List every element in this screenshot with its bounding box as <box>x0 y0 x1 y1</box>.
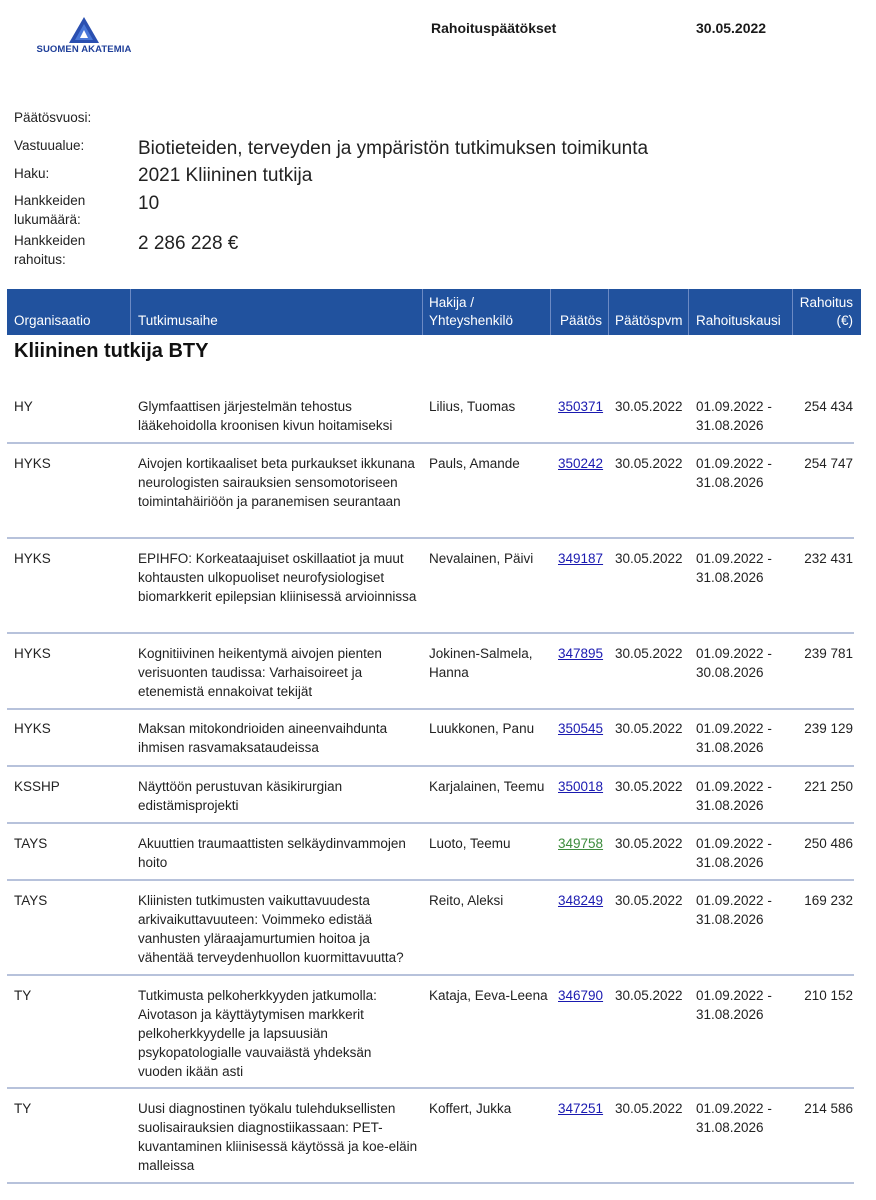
logo-triangle-icon <box>68 16 100 44</box>
cell-topic: Kliinisten tutkimusten vaikuttavuudesta arkivaikuttavuuteen: Voimmeko edistää vanhusten yläraajamurtumien hoitoa ja vähentää terveydenhuollon kuormittavuutta? <box>138 893 404 965</box>
meta-value-call: 2021 Kliininen tutkija <box>138 165 313 186</box>
cell-period: 01.09.2022 - 31.08.2026 <box>696 399 772 433</box>
group-title: Kliininen tutkija BTY <box>14 340 209 362</box>
column-header-organisation: Organisaatio <box>14 313 91 328</box>
cell-funding: 221 250 <box>804 779 853 794</box>
cell-period: 01.09.2022 - 31.08.2026 <box>696 893 772 927</box>
cell-funding: 214 586 <box>804 1101 853 1116</box>
cell-topic: Kognitiivinen heikentymä aivojen pienten verisuonten taudissa: Varhaisoireet ja etenemistä ennakoivat tekijät <box>138 646 382 699</box>
cell-topic: Akuuttien traumaattisten selkäydinvammojen hoito <box>138 836 406 870</box>
decision-link[interactable]: 349187 <box>558 551 604 566</box>
cell-period: 01.09.2022 - 31.08.2026 <box>696 836 772 870</box>
meta-value-project-count: 10 <box>138 193 160 214</box>
cell-decision-date: 30.05.2022 <box>615 551 683 566</box>
meta-value-total-funding: 2 286 228 € <box>138 233 239 254</box>
cell-decision-date: 30.05.2022 <box>615 646 683 661</box>
document-title: Rahoituspäätökset <box>431 20 557 36</box>
cell-organisation: HYKS <box>14 551 51 566</box>
column-divider <box>688 289 689 335</box>
cell-topic: EPIHFO: Korkeataajuiset oskillaatiot ja muut kohtausten ulkopuoliset neurofysiologiset biomarkkerit epilepsian kliinisessä arvioinnissa <box>138 551 417 604</box>
column-divider <box>550 289 551 335</box>
cell-applicant: Luoto, Teemu <box>429 836 511 851</box>
row-divider <box>7 1182 854 1184</box>
cell-applicant: Karjalainen, Teemu <box>429 779 545 794</box>
cell-funding: 250 486 <box>804 836 853 851</box>
cell-applicant: Koffert, Jukka <box>429 1101 512 1116</box>
cell-period: 01.09.2022 - 31.08.2026 <box>696 721 772 755</box>
column-header-decision: Päätös <box>560 313 603 328</box>
cell-organisation: TAYS <box>14 893 48 908</box>
cell-funding: 232 431 <box>804 551 853 566</box>
cell-period: 01.09.2022 - 30.08.2026 <box>696 646 772 680</box>
decision-link[interactable]: 349758 <box>558 836 604 851</box>
cell-organisation: KSSHP <box>14 779 60 794</box>
cell-decision-date: 30.05.2022 <box>615 893 683 908</box>
cell-applicant: Jokinen-Salmela, Hanna <box>429 646 533 680</box>
cell-organisation: HY <box>14 399 33 414</box>
meta-label-year: Päätösvuosi: <box>14 110 92 125</box>
document-date: 30.05.2022 <box>696 20 767 36</box>
cell-applicant: Lilius, Tuomas <box>429 399 516 414</box>
cell-organisation: HYKS <box>14 646 51 661</box>
row-divider <box>7 974 854 976</box>
decision-link[interactable]: 347251 <box>558 1101 604 1116</box>
row-divider <box>7 442 854 444</box>
cell-applicant: Kataja, Eeva-Leena <box>429 988 548 1003</box>
meta-label-project-count: Hankkeiden lukumäärä: <box>14 193 86 227</box>
cell-organisation: TAYS <box>14 836 48 851</box>
cell-funding: 210 152 <box>804 988 853 1003</box>
cell-funding: 254 434 <box>804 399 853 414</box>
cell-topic: Maksan mitokondrioiden aineenvaihdunta ihmisen rasvamaksataudeissa <box>138 721 388 755</box>
cell-decision-date: 30.05.2022 <box>615 779 683 794</box>
cell-topic: Näyttöön perustuvan käsikirurgian edistämisprojekti <box>138 779 343 813</box>
cell-decision-date: 30.05.2022 <box>615 456 683 471</box>
column-header-decision-date: Päätöspvm <box>615 313 683 328</box>
row-divider <box>7 537 854 539</box>
decision-link[interactable]: 350545 <box>558 721 604 736</box>
row-divider <box>7 822 854 824</box>
cell-funding: 169 232 <box>804 893 853 908</box>
cell-applicant: Luukkonen, Panu <box>429 721 535 736</box>
cell-topic: Uusi diagnostinen työkalu tulehduksellisten suolisairauksien diagnostiikassaan: PET-kuvantaminen kliinisessä käytössä ja koe-eläin malleissa <box>138 1101 418 1173</box>
cell-applicant: Nevalainen, Päivi <box>429 551 534 566</box>
cell-topic: Tutkimusta pelkoherkkyyden jatkumolla: Aivotason ja käyttäytymisen markkerit pelkoherkkyydelle ja lapsuusiän psykopatologialle vauvaiästä yhdeksän vuoden ikään asti <box>138 988 377 1079</box>
cell-decision-date: 30.05.2022 <box>615 836 683 851</box>
decision-link[interactable]: 350018 <box>558 779 604 794</box>
column-divider <box>608 289 609 335</box>
cell-organisation: HYKS <box>14 456 51 471</box>
cell-funding: 254 747 <box>804 456 853 471</box>
cell-organisation: TY <box>14 1101 32 1116</box>
meta-label-area: Vastuualue: <box>14 138 85 153</box>
row-divider <box>7 632 854 634</box>
meta-value-area: Biotieteiden, terveyden ja ympäristön tutkimuksen toimikunta <box>138 138 649 159</box>
decision-link[interactable]: 350371 <box>558 399 604 414</box>
cell-period: 01.09.2022 - 31.08.2026 <box>696 988 772 1022</box>
cell-applicant: Pauls, Amande <box>429 456 520 471</box>
cell-period: 01.09.2022 - 31.08.2026 <box>696 456 772 490</box>
cell-period: 01.09.2022 - 31.08.2026 <box>696 1101 772 1135</box>
cell-topic: Aivojen kortikaaliset beta purkaukset ikkunana neurologisten sairauksien sensomotoriseen toimintahäiriöön ja paranemisen seurantaan <box>138 456 415 509</box>
row-divider <box>7 765 854 767</box>
cell-decision-date: 30.05.2022 <box>615 988 683 1003</box>
table-header <box>7 289 861 335</box>
cell-period: 01.09.2022 - 31.08.2026 <box>696 551 772 585</box>
cell-decision-date: 30.05.2022 <box>615 721 683 736</box>
decision-link[interactable]: 347895 <box>558 646 604 661</box>
row-divider <box>7 1087 854 1089</box>
cell-period: 01.09.2022 - 31.08.2026 <box>696 779 772 813</box>
row-divider <box>7 879 854 881</box>
meta-label-total-funding: Hankkeiden rahoitus: <box>14 233 86 267</box>
column-header-funding: Rahoitus (€) <box>799 295 853 328</box>
cell-decision-date: 30.05.2022 <box>615 399 683 414</box>
column-header-applicant: Hakija / Yhteyshenkilö <box>429 295 514 328</box>
decision-link[interactable]: 346790 <box>558 988 604 1003</box>
cell-funding: 239 781 <box>804 646 853 661</box>
meta-label-call: Haku: <box>14 166 50 181</box>
cell-organisation: TY <box>14 988 32 1003</box>
decision-link[interactable]: 350242 <box>558 456 604 471</box>
column-divider <box>422 289 423 335</box>
row-divider <box>7 708 854 710</box>
cell-topic: Glymfaattisen järjestelmän tehostus lääkehoidolla kroonisen kivun hoitamiseksi <box>138 399 393 433</box>
cell-funding: 239 129 <box>804 721 853 736</box>
cell-decision-date: 30.05.2022 <box>615 1101 683 1116</box>
suomen-akatemia-logo <box>34 16 134 56</box>
column-divider <box>130 289 131 335</box>
column-header-topic: Tutkimusaihe <box>138 313 218 328</box>
logo-text: SUOMEN AKATEMIA <box>36 44 132 55</box>
column-header-period: Rahoituskausi <box>696 313 781 328</box>
column-divider <box>792 289 793 335</box>
decision-link[interactable]: 348249 <box>558 893 604 908</box>
cell-organisation: HYKS <box>14 721 51 736</box>
cell-applicant: Reito, Aleksi <box>429 893 504 908</box>
